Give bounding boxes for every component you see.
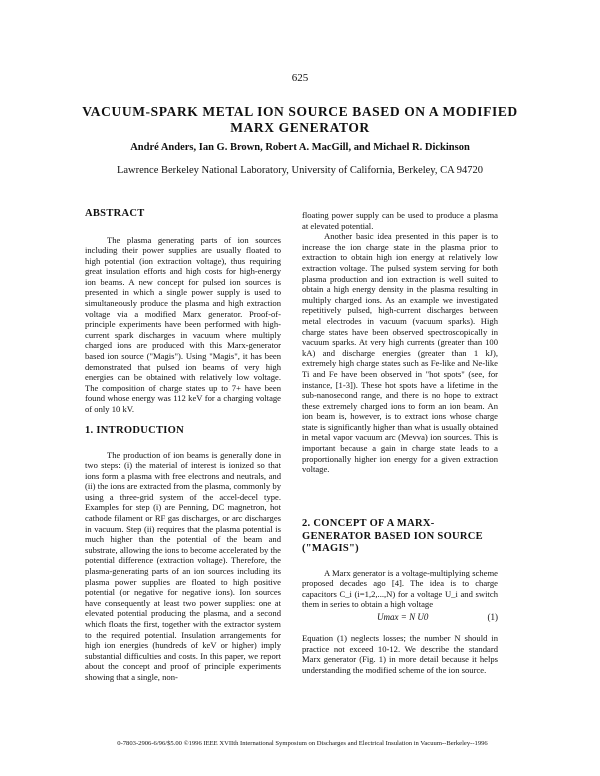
paper-affiliation: Lawrence Berkeley National Laboratory, University of California, Berkeley, CA 94720	[116, 165, 484, 176]
right-column-text	[302, 210, 498, 475]
section2-para2: Equation (1) neglects losses; the number N should in practice not exceed 10-12. We describe the standard Marx generator (Fig. 1) in more detail because it helps understanding the modified scheme of the ion source.	[302, 633, 498, 675]
section2-para1: A Marx generator is a voltage-multiplying scheme proposed decades ago [4]. The idea is to charge capacitors C_i (i=1,2,...,N) for a voltage U_i and switch them in series to obtain a high voltage	[302, 567, 498, 610]
charge-state-paragraph: Another basic idea presented in this paper is to increase the ion charge state in the plasma prior to extraction to obtain high ion energy at relatively low extraction voltage. The pulsed system serving for both plasma production and ion extraction is well suited to obtain a high energy density in the plasma resulting in multiply charged ions. As an example we investigated repetitively pulsed, high-current discharges between metal electrodes in vacuum (vacuum sparks). High charge states have been observed spectroscopically in vacuum sparks. At very high currents (greater than 100 kA) and discharge energies (greater than 1 kJ), extremely high charge states such as Fe-like and Ne-like Ti and Fe have been observed in "hot spots" (see, for instance, [1-3]). These hot spots have a lifetime in the sub-nanosecond range, and there is no hope to extract these extremely charged ions to form an ion beam. An ion beam is, however, is to extract ions whose charge state is significantly higher than what is usually obtained in metal vapor vacuum arc (Mevva) ion sources. This is important because a gain in charge state leads to a proportionally higher ion energy for a given extraction voltage.	[302, 231, 498, 475]
page-number: 625	[291, 72, 309, 84]
introduction-text: The production of ion beams is generally done in two steps: (i) the material of interest is ionized so that ions form a plasma with free electrons and neutrals, and (ii) the ions are extracted from the plasma, commonly by using a three-grid system of the accel-decel type. Examples for step (i) are Penning, DC magnetron, hot cathode filament or RF gas discharges, or arc discharges in vacuum. Step (ii) requires that the plasma potential is much higher than the potential of the beam and substrate, allowing the ions to become accelerated by the potential difference (extraction voltage). Therefore, the plasma-generating parts of an ion sources including its plasma power supplies are floated to high positive potential (or negative for negative ions). Ion sources have consequently at least two power supplies: one at elevated potential producing the plasma, and a second which floats the first, together with the extractor system to the required potential. Insulation arrangements for high ion energies (hundreds of keV or higher) imply substantial difficulties and costs. In this paper, we report about the concept and proof of principle experiments showing that a single, non-	[85, 449, 281, 682]
section2	[302, 518, 498, 610]
paper-authors: André Anders, Ian G. Brown, Robert A. MacGill, and Michael R. Dickinson	[130, 142, 470, 153]
section2-continued	[302, 633, 498, 675]
introduction-heading: 1. INTRODUCTION	[85, 425, 185, 436]
abstract-section	[85, 208, 281, 415]
section2-heading: 2. CONCEPT OF A MARX-GENERATOR BASED ION SOURCE ("MAGIS")	[302, 518, 483, 554]
paper-title: VACUUM-SPARK METAL ION SOURCE BASED ON A MODIFIED MARX GENERATOR	[82, 104, 518, 135]
abstract-text: The plasma generating parts of ion sources including their power supplies are usually floated to high potential (ion extraction voltage), thus requiring great insulation efforts and high costs for high-energy ion beams. A new concept for pulsed ion sources is presented in which a single power supply is used to simultaneously produce the plasma and high extraction voltage via a modified Marx generator. Proof-of-principle experiments have been performed with high-current spark discharges in vacuum where multiply charged ions are produced with this Marx-generator based ion source ("Magis"). Using "Magis", it has been demonstrated that pulsed ion beams of very high energies can be obtained with relatively low voltage. The composition of charge states up to 7+ have been found whose energy was 112 keV for a charging voltage of only 10 kV.	[85, 234, 281, 414]
equation-number: (1)	[487, 612, 498, 622]
page-footer: 0-7803-2906-6/96/$5.00 ©1996 IEEE XVIIth International Symposium on Discharges and Electrical Insulation in Vacuum--Berkeley--1996	[117, 740, 488, 747]
continuation-text: floating power supply can be used to produce a plasma at elevated potential.	[302, 210, 498, 231]
abstract-heading: ABSTRACT	[85, 208, 145, 219]
equation-body: Umax = N U0	[377, 612, 429, 622]
introduction-section	[85, 425, 281, 683]
